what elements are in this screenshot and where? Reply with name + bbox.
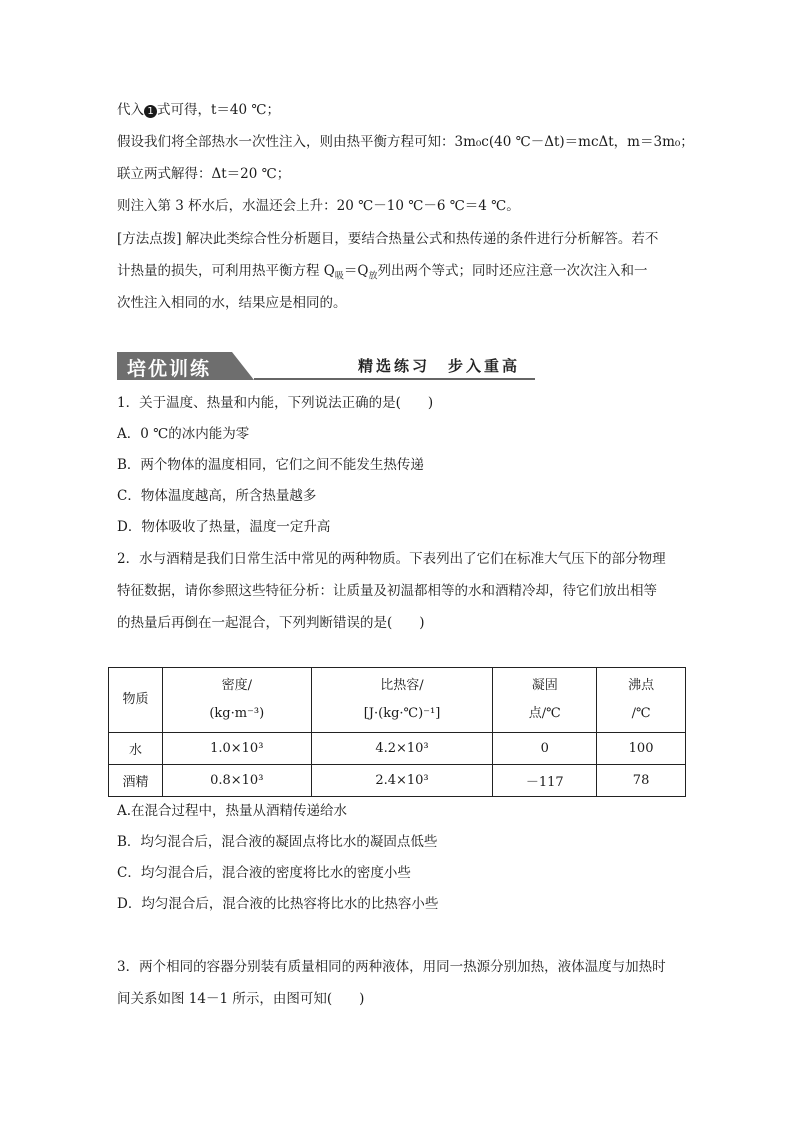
table-header-row: [109, 668, 686, 733]
cell-specific-heat: 4.2×10³: [311, 733, 493, 765]
q2-option-b: B．均匀混合后，混合液的凝固点将比水的凝固点低些: [117, 834, 438, 850]
q1-option-b: B．两个物体的温度相同，它们之间不能发生热传递: [117, 457, 424, 473]
cell-freezing-point: －117: [493, 765, 597, 797]
header-density-unit: (kg·m⁻³): [209, 706, 265, 721]
header-heat-unit: [J·(kg·℃)⁻¹]: [363, 706, 441, 721]
q2-stem-line-2: 特征数据，请你参照这些特征分析：让质量及初温都相等的水和酒精冷却，待它们放出相等: [117, 583, 657, 599]
method-tip-line-1: [方法点拨] 解决此类综合性分析题目，要结合热量公式和热传递的条件进行分析解答。若不: [117, 231, 659, 247]
solution-line-2: 假设我们将全部热水一次性注入，则由热平衡方程可知：3m₀c(40 ℃－Δt)＝mcΔt，m＝3m₀；: [117, 134, 694, 150]
method-tip-text-a: 计热量的损失，可利用热平衡方程 Q: [117, 263, 335, 279]
header-density: [162, 668, 311, 733]
method-tip-line-3: 次性注入相同的水，结果应是相同的。: [117, 295, 347, 311]
banner-subtitle: 精选练习 步入重高: [358, 357, 521, 375]
header-heat-label: 比热容/: [380, 678, 424, 693]
q3-stem-line-1: 3．两个相同的容器分别装有质量相同的两种液体，用同一热源分别加热，液体温度与加热时: [117, 959, 666, 975]
solution-line-4: 则注入第 3 杯水后，水温还会上升：20 ℃－10 ℃－6 ℃＝4 ℃。: [117, 198, 520, 214]
properties-table: [108, 667, 686, 797]
q1-stem: 1．关于温度、热量和内能，下列说法正确的是( ): [117, 395, 434, 411]
method-tip-text-c: 列出两个等式；同时还应注意一次次注入和一: [377, 263, 648, 279]
solution-line-3: 联立两式解得：Δt＝20 ℃；: [117, 166, 291, 182]
header-boil-unit: /℃: [631, 706, 651, 721]
q2-option-a: A.在混合过程中，热量从酒精传递给水: [117, 803, 348, 819]
header-substance: 物质: [109, 668, 163, 733]
header-freezing-point: [493, 668, 597, 733]
q1-option-d: D．物体吸收了热量，温度一定升高: [117, 519, 331, 535]
q1-option-a: A．0 ℃的冰内能为零: [117, 426, 250, 442]
cell-density: 0.8×10³: [162, 765, 311, 797]
cell-freezing-point: 0: [493, 733, 597, 765]
cell-boiling-point: 100: [597, 733, 686, 765]
solution-line-1-text-a: 代入: [117, 102, 144, 118]
circled-number: 1: [144, 105, 157, 118]
q1-option-c: C．物体温度越高，所含热量越多: [117, 488, 317, 504]
subscript-release: 放: [368, 271, 378, 282]
q3-stem-line-2: 间关系如图 14－1 所示，由图可知( ): [117, 991, 365, 1007]
header-boil-label: 沸点: [628, 678, 655, 693]
q2-option-d: D．均匀混合后，混合液的比热容将比水的比热容小些: [117, 896, 439, 912]
q2-stem-line-1: 2．水与酒精是我们日常生活中常见的两种物质。下表列出了它们在标准大气压下的部分物理: [117, 551, 666, 567]
cell-boiling-point: 78: [597, 765, 686, 797]
cell-substance: 水: [109, 733, 163, 765]
header-boiling-point: [597, 668, 686, 733]
banner-rule: [254, 378, 535, 380]
solution-line-1: [117, 100, 280, 120]
cell-specific-heat: 2.4×10³: [311, 765, 493, 797]
cell-density: 1.0×10³: [162, 733, 311, 765]
method-tip-text-b: ＝Q: [343, 263, 369, 279]
method-tip-line-2: [117, 261, 647, 281]
table-row: [109, 765, 686, 797]
q2-option-c: C．均匀混合后，混合液的密度将比水的密度小些: [117, 865, 411, 881]
subscript-absorb: 吸: [334, 271, 344, 282]
cell-substance: 酒精: [109, 765, 163, 797]
q2-stem-line-3: 的热量后再倒在一起混合，下列判断错误的是( ): [117, 615, 425, 631]
banner-title: 培优训练: [127, 358, 212, 380]
header-freeze-unit: 点/℃: [528, 706, 561, 721]
solution-line-1-text-b: 式可得，t＝40 ℃；: [157, 102, 280, 118]
header-density-label: 密度/: [221, 678, 252, 693]
header-freeze-label: 凝固: [531, 678, 558, 693]
section-banner: [117, 352, 535, 380]
table-row: [109, 733, 686, 765]
header-specific-heat: [311, 668, 493, 733]
